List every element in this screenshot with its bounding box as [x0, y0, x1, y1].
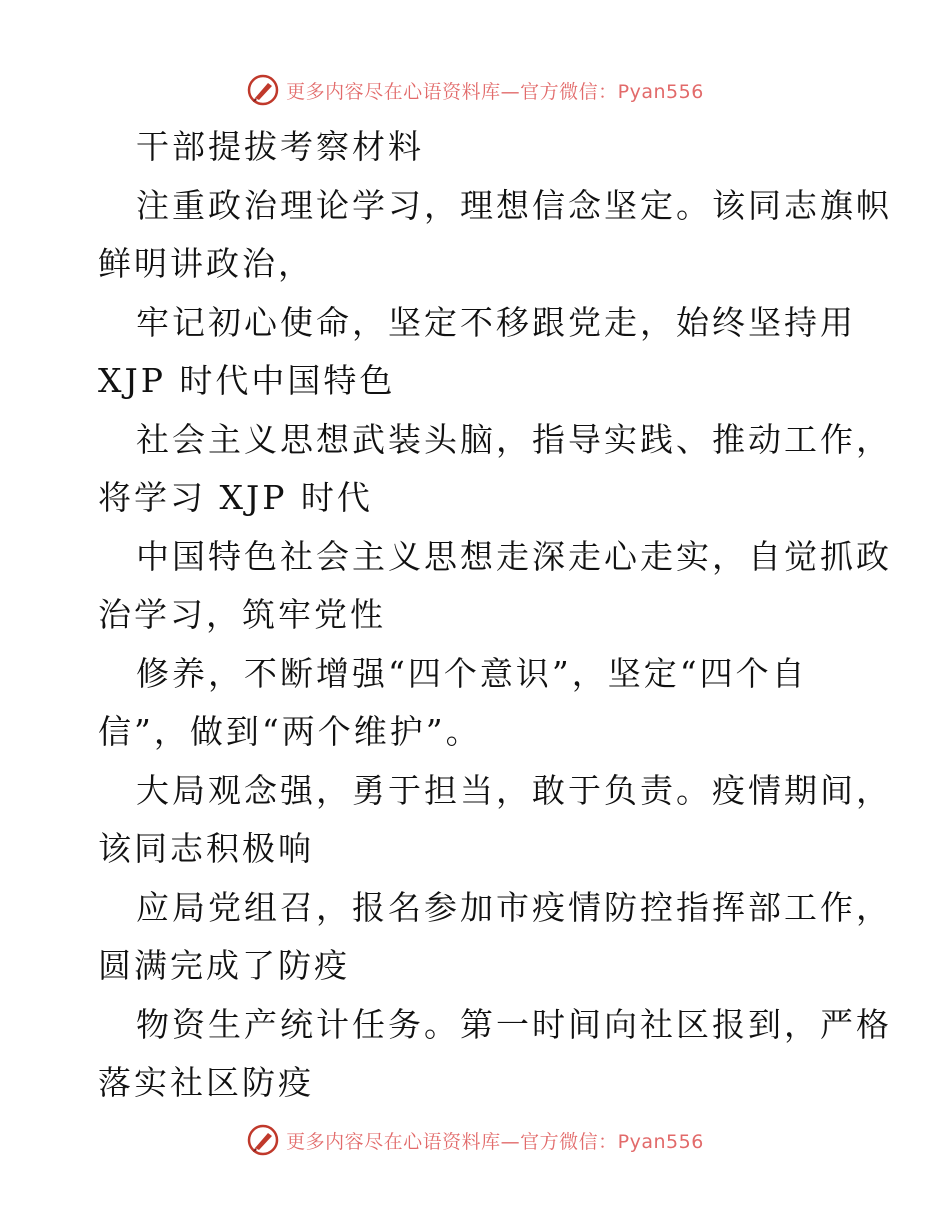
pen-logo-icon	[246, 1123, 280, 1157]
document-line: 牢记初心使命，坚定不移跟党走，始终坚持用	[136, 302, 856, 342]
document-line: 干部提拔考察材料	[136, 127, 424, 166]
document-line: 大局观念强，勇于担当，敢于负责。疫情期间，	[136, 770, 892, 810]
document-body	[98, 118, 892, 1113]
document-line: 落实社区防疫	[98, 1063, 314, 1102]
document-line: 应局党组召，报名参加市疫情防控指挥部工作，	[136, 887, 892, 927]
document-line: 治学习，筑牢党性	[98, 595, 386, 634]
document-line: 中国特色社会主义思想走深走心走实，自觉抓政	[136, 536, 892, 576]
header-watermark	[0, 70, 950, 110]
document-line: 圆满完成了防疫	[98, 946, 350, 985]
document-line: 社会主义思想武装头脑，指导实践、推动工作，	[136, 419, 892, 459]
document-line: 鲜明讲政治，	[98, 244, 314, 283]
watermark-text: 更多内容尽在心语资料库—官方微信：Pyan556	[286, 80, 704, 103]
document-line: 修养，不断增强“四个意识”，坚定“四个自	[136, 653, 808, 693]
document-line: 注重政治理论学习，理想信念坚定。该同志旗帜	[136, 185, 892, 225]
document-line: 信”，做到“两个维护”。	[98, 712, 482, 751]
footer-watermark	[0, 1120, 950, 1160]
watermark-text: 更多内容尽在心语资料库—官方微信：Pyan556	[286, 1130, 704, 1153]
pen-logo-icon	[246, 73, 280, 107]
document-line: XJP 时代中国特色	[98, 361, 396, 400]
document-line: 将学习 XJP 时代	[98, 478, 373, 517]
document-line: 物资生产统计任务。第一时间向社区报到，严格	[136, 1004, 892, 1044]
document-line: 该同志积极响	[98, 829, 314, 868]
